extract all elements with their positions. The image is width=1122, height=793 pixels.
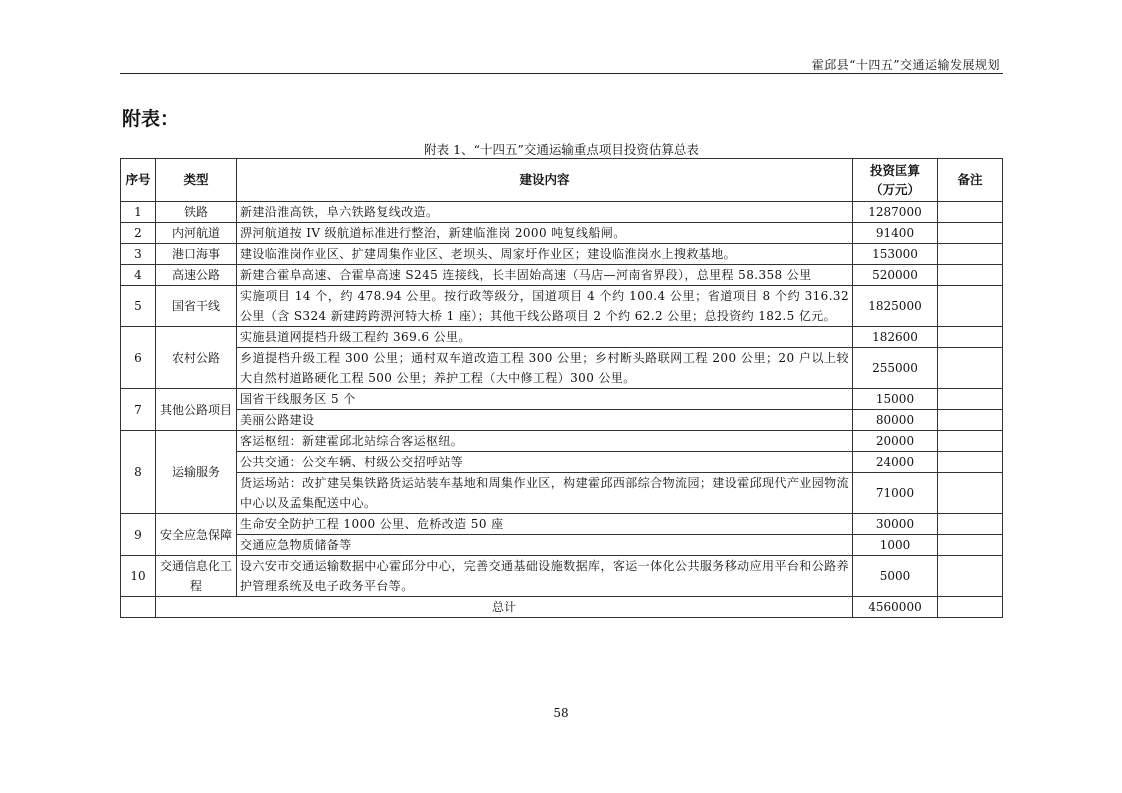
header-investment-line1: 投资匡算 [869,163,920,178]
row-amount: 153000 [853,244,938,265]
table-row [121,223,1003,244]
row-content: 实施项目 14 个，约 478.94 公里。按行政等级分，国道项目 4 个约 100.4 公里；省道项目 8 个约 316.32 公里（含 S324 新建跨跨淠河特大桥 1 座）；其他干线公路项目 2 个约 62.2 公里；总投资约 182.5 亿元。 [237,286,853,327]
header-investment [853,159,938,202]
table-row [121,431,1003,452]
table-row [121,286,1003,327]
row-remark [938,410,1003,431]
row-type: 港口海事 [156,244,237,265]
table-row [121,327,1003,348]
row-amount: 15000 [853,389,938,410]
row-content: 交通应急物质储备等 [237,535,853,556]
row-content: 实施县道网提档升级工程约 369.6 公里。 [237,327,853,348]
running-header: 霍邱县“十四五”交通运输发展规划 [811,58,1000,72]
row-remark [938,431,1003,452]
row-content: 美丽公路建设 [237,410,853,431]
row-content: 客运枢纽：新建霍邱北站综合客运枢纽。 [237,431,853,452]
row-remark [938,244,1003,265]
row-content: 新建沿淮高铁，阜六铁路复线改造。 [237,202,853,223]
row-amount: 1287000 [853,202,938,223]
row-type: 交通信息化工程 [156,556,237,597]
table-row [121,410,1003,431]
total-no [121,597,156,618]
row-content: 建设临淮岗作业区、扩建周集作业区、老坝头、周家圩作业区；建设临淮岗水上搜救基地。 [237,244,853,265]
row-content: 国省干线服务区 5 个 [237,389,853,410]
header-rule [120,73,1003,74]
row-amount: 255000 [853,348,938,389]
row-no: 8 [121,431,156,514]
row-no: 3 [121,244,156,265]
row-no: 2 [121,223,156,244]
row-amount: 24000 [853,452,938,473]
row-type: 铁路 [156,202,237,223]
table-row [121,473,1003,514]
row-content: 设六安市交通运输数据中心霍邱分中心，完善交通基础设施数据库，客运一体化公共服务移动应用平台和公路养护管理系统及电子政务平台等。 [237,556,853,597]
table-row [121,244,1003,265]
row-type: 其他公路项目 [156,389,237,431]
row-amount: 91400 [853,223,938,244]
header-investment-line2: （万元） [869,182,920,197]
row-remark [938,452,1003,473]
row-amount: 520000 [853,265,938,286]
total-amount: 4560000 [853,597,938,618]
header-type: 类型 [156,159,237,202]
table-row [121,348,1003,389]
row-type: 高速公路 [156,265,237,286]
row-amount: 71000 [853,473,938,514]
row-amount: 182600 [853,327,938,348]
table-row [121,514,1003,535]
row-remark [938,265,1003,286]
header-remark: 备注 [938,159,1003,202]
row-content: 生命安全防护工程 1000 公里、危桥改造 50 座 [237,514,853,535]
row-remark [938,327,1003,348]
row-remark [938,389,1003,410]
row-remark [938,202,1003,223]
row-no: 7 [121,389,156,431]
row-type: 内河航道 [156,223,237,244]
total-remark [938,597,1003,618]
investment-table [120,158,1003,618]
row-amount: 80000 [853,410,938,431]
header-content: 建设内容 [237,159,853,202]
row-no: 10 [121,556,156,597]
row-no: 1 [121,202,156,223]
row-content: 淠河航道按 IV 级航道标准进行整治，新建临淮岗 2000 吨复线船闸。 [237,223,853,244]
row-content: 新建合霍阜高速、合霍阜高速 S245 连接线，长丰固始高速（马店—河南省界段），总里程 58.358 公里 [237,265,853,286]
appendix-label: 附表： [122,108,180,130]
total-row [121,597,1003,618]
row-remark [938,286,1003,327]
table-row [121,202,1003,223]
table-row [121,556,1003,597]
table-header-row [121,159,1003,202]
header-no: 序号 [121,159,156,202]
row-amount: 5000 [853,556,938,597]
row-content: 公共交通：公交车辆、村级公交招呼站等 [237,452,853,473]
row-amount: 1000 [853,535,938,556]
page-number: 58 [553,706,569,720]
row-type: 农村公路 [156,327,237,389]
row-type: 国省干线 [156,286,237,327]
row-type: 运输服务 [156,431,237,514]
row-no: 5 [121,286,156,327]
row-amount: 1825000 [853,286,938,327]
row-type: 安全应急保障 [156,514,237,556]
row-remark [938,348,1003,389]
table-row [121,389,1003,410]
row-content: 货运场站：改扩建吴集铁路货运站装车基地和周集作业区，构建霍邱西部综合物流园；建设霍邱现代产业园物流中心以及孟集配送中心。 [237,473,853,514]
row-no: 4 [121,265,156,286]
row-amount: 30000 [853,514,938,535]
row-no: 6 [121,327,156,389]
row-remark [938,556,1003,597]
table-title: 附表 1、“十四五”交通运输重点项目投资估算总表 [424,142,699,157]
table-row [121,265,1003,286]
row-remark [938,514,1003,535]
table-row [121,452,1003,473]
row-remark [938,473,1003,514]
row-remark [938,535,1003,556]
row-no: 9 [121,514,156,556]
row-amount: 20000 [853,431,938,452]
total-label: 总计 [156,597,853,618]
row-remark [938,223,1003,244]
table-row [121,535,1003,556]
row-content: 乡道提档升级工程 300 公里；通村双车道改造工程 300 公里；乡村断头路联网工程 200 公里；20 户以上较大自然村道路硬化工程 500 公里；养护工程（大中修工程）300 公里。 [237,348,853,389]
